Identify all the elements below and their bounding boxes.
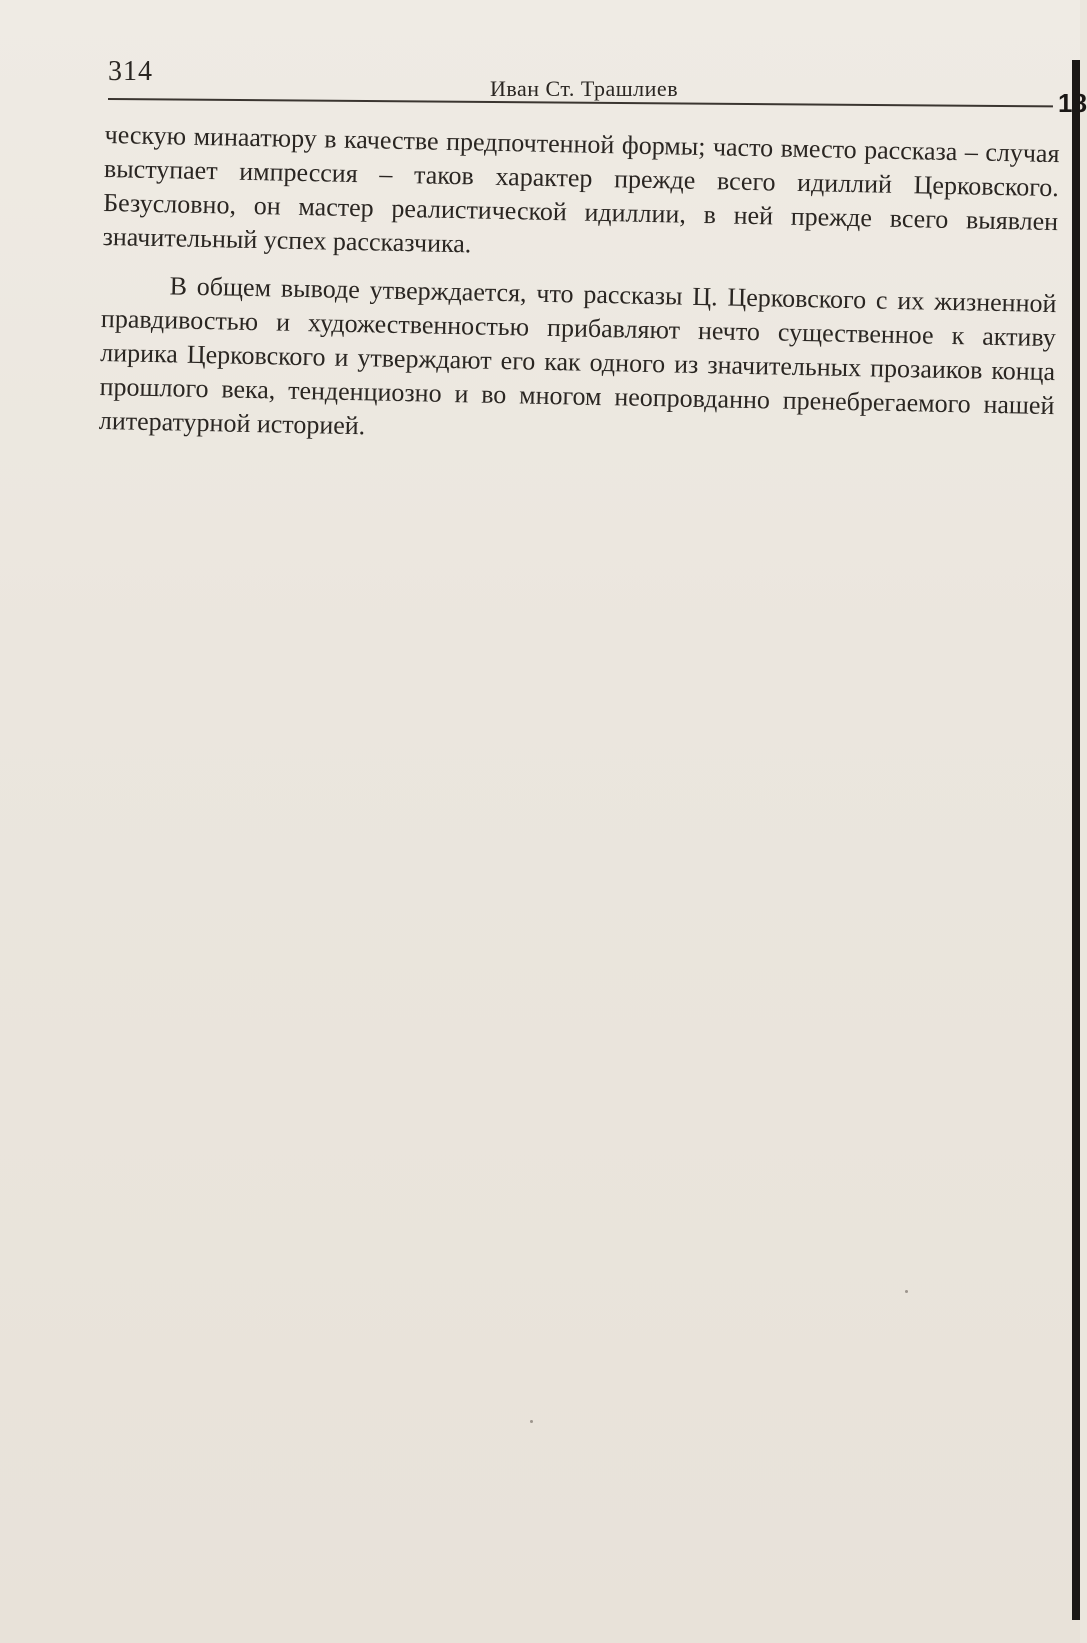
paragraph-2: В общем выводе утверждается, что рассказы Ц. Церковского с их жизненной правдивостью и художественностью прибавляют нечто существенное к активу лирика Церковского и утверждают его как одного из значительных прозаиков конца прошлого века, тенденциозно и во многом неопровданно пренебрегаемого нашей литературной историей. [98, 271, 1057, 441]
edge-page-number: 18 [1058, 88, 1087, 118]
paper-speck [905, 1290, 908, 1293]
body-text [99, 118, 1060, 457]
show-through-text [105, 520, 1050, 1520]
paragraph-1: ческую минаатюру в качестве предпочтенной формы; часто вместо рассказа – случая выступает импрессия – таков характер прежде всего идиллий Церковского. Безусловно, он мастер реалистической идиллии, в ней прежде всего выявлен значительный успех рассказчика. [102, 119, 1060, 259]
page-number: 314 [108, 56, 153, 87]
running-head: Иван Ст. Трашлиев [490, 76, 679, 101]
page-edge-shadow [1072, 60, 1080, 1620]
paper-speck [530, 1420, 533, 1423]
